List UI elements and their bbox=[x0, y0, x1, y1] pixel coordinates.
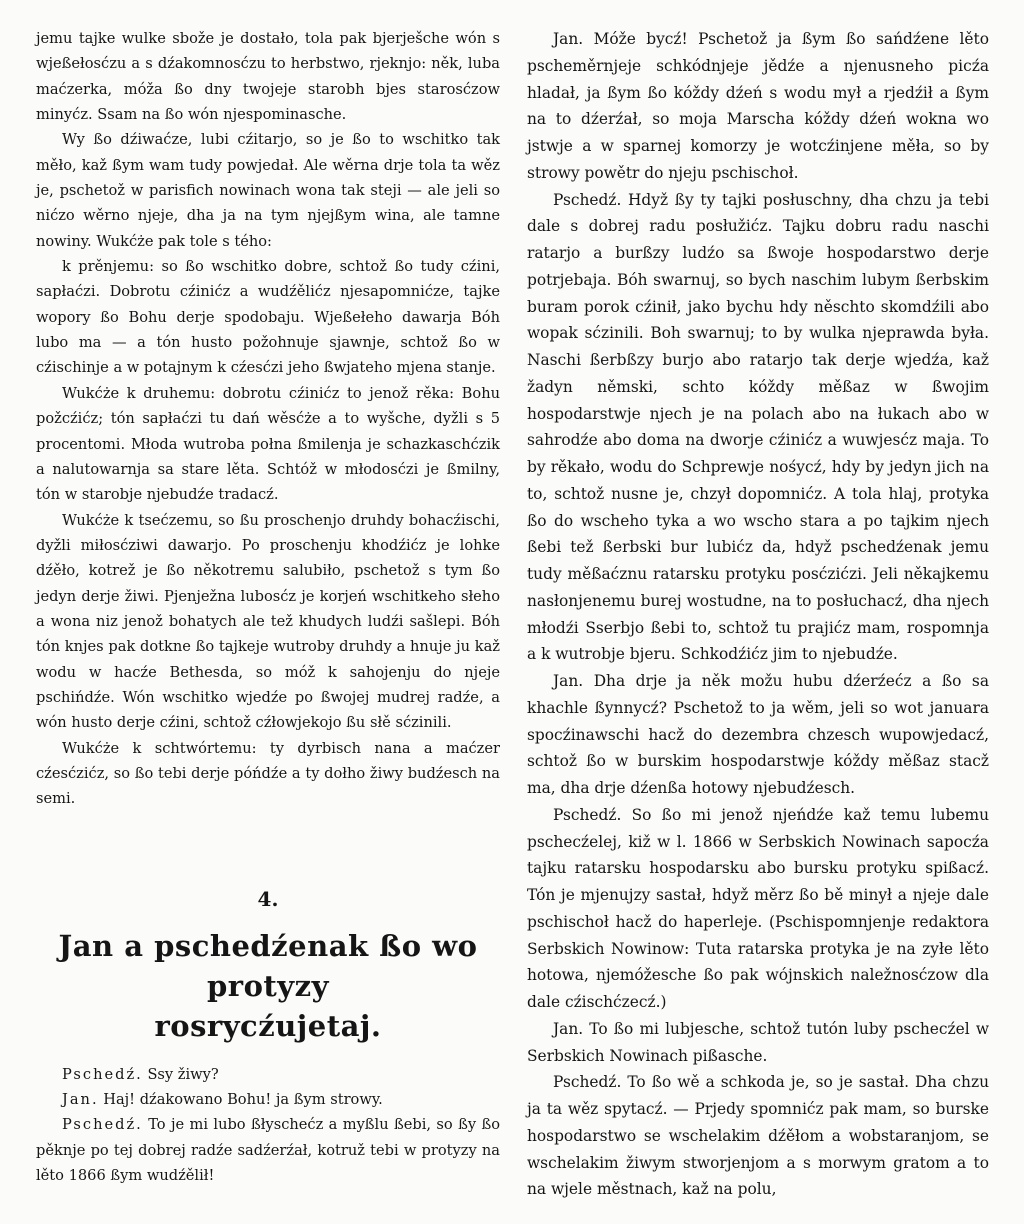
right-column bbox=[527, 26, 989, 1203]
speaker-name: Pschedź. bbox=[62, 1065, 143, 1083]
speaker-name: Pschedź. bbox=[62, 1116, 143, 1134]
speaker-name: Jan. bbox=[62, 1091, 99, 1108]
paragraph: Pschedź. So ßo mi jenož njeńdźe kaž temu lubemu pschecźelej, kiž w l. 1866 w Serbskich Nowinach sapocźa tajku ratarsku hospodarsku abo bursku protyku spißacź. Tón je mjenujzy sastał, hdyž měrz ßo bě minył a njeje dale pschischoł hacž do haperleje. (Pschispomnjenje redaktora Serbskich Nowinow: Tuta ratarska protyka je na zyłe lěto hotowa, njemóžesche ßo pak wójnskich naležnosćzow dla dale cźischćzecź.) bbox=[527, 805, 989, 1011]
paragraph: Wukćże k tsećzemu, so ßu proschenjo druhdy bohacźischi, dyžli miłosćziwi dawarjo. Po proschenju khodźićz je lohke dźěło, kotrež je ßo někotremu salubiło, pschetož s tym ßo jedyn derje žiwi. Pjenježna lubosćz je korjeń wschitkeho słeho a wona niz jenož bohatych ale tež khudych ludźi sašlepi. Bóh tón knjes pak dotkne ßo tajkeje wutroby druhdy a hnuje ju kaž wodu w hacźe Bethesda, so móž k sahojenju do njeje pschińdźe. Wón wschitko wjedźe po ßwojej mudrej radźe, a wón husto derje cźini, schtož cźłowjekojo ßu słě sćzinili. bbox=[36, 511, 500, 732]
paragraph: k prěnjemu: so ßo wschitko dobre, schtož ßo tudy cźini, sapłaćzi. Dobrotu cźinićz a wudźělićz njesapomnićze, tajke wopory ßo Bohu derje spodobaju. Wjeßełeho dawarja Bóh lubo ma — a tón husto požohnuje sjawnje, schtož ßo w cźischinje a w potajnym k cźesćzi jeho ßwjateho mjena stanje. bbox=[36, 258, 500, 377]
dialogue-text: Haj! dźakowano Bohu! ja ßym strowy. bbox=[103, 1091, 383, 1108]
paragraph: Pschedź. To ßo wě a schkoda je, so je sastał. Dha chzu ja ta wěz spytacź. — Prjedy spomnićz pak mam, so burske hospodarstwo se wschelakim dźěłom a wobstaranjom, se wschelakim žiwym stworjenjom a s morwym gratom a to na wjele městnach, kaž na polu, bbox=[527, 1073, 989, 1199]
dialogue-line bbox=[36, 1087, 500, 1112]
dialogue-line bbox=[36, 1112, 500, 1188]
section-title bbox=[36, 926, 500, 1046]
left-column bbox=[36, 26, 500, 1188]
paragraph: Pschedź. Hdyž ßy ty tajki posłuschny, dha chzu ja tebi dale s dobrej radu posłužićz. Tajku dobru radu naschi ratarjo a burßzy ludźo sa ßwoje hospodarstwo derje potrjebaja. Bóh swarnuj, so bych naschim lubym ßerbskim buram porok cźinił, jako bychu hdy něschto skomdźili abo wopak sćzinili. Boh swarnuj; to by wulka njeprawda była. Naschi ßerbßzy burjo abo ratarjo tak derje wjedźa, kaž žadyn němski, schto kóždy měßaz w ßwojim hospodarstwje njech je na polach abo na łukach abo w sahrodźe abo doma na dworje cźinićz a wuwjesćz maja. To by rěkało, wodu do Schprewje nośycź, hdy by jedyn jich na to, schtož nusne je, chzył dopomnićz. A tola hlaj, protyka ßo do wscheho tyka a wo wscho stara a po tajkim njech ßebi tež ßerbski bur lubićz da, hdyž pschedźenak jemu tudy měßaćznu ratarsku protyku posćzićzi. Jeli někajkemu nasłonjenemu burej wostudne, na to posłuchacź, dha njech młodźi Sserbjo ßebi to, schtož tu prajićz mam, rospomnja a k wutrobje bjeru. Schkodźićz jim to njebudźe. bbox=[527, 190, 989, 664]
section-title-line: Jan a pschedźenak ßo wo protyzy bbox=[58, 928, 478, 1003]
dialogue-line bbox=[36, 1062, 500, 1087]
paragraph: Jan. Dha drje ja něk možu hubu dźerźećz a ßo sa khachle ßynnycź? Pschetož to ja wěm, jeli so wot januara spocźinawschi hacž do dezembra chzesch wupowjedacź, schtož ßo w burskim hospodarstwje kóždy měßaz stacž ma, dha drje dźenßa hotowy njebudźesch. bbox=[527, 672, 989, 797]
paragraph: Wy ßo dźiwaćze, lubi cźitarjo, so je ßo to wschitko tak měło, kaž ßym wam tudy powjedał. Ale wěrna drje tola ta wěz je, pschetož w parisfich nowinach wona tak steji — ale jeli so nićzo wěrno njeje, dha ja na tym njejßym wina, ale tamne nowiny. Wukćże pak tole s tého: bbox=[36, 131, 500, 250]
dialogue-text: To je mi lubo ßłyschećz a myßlu ßebi, so ßy ßo pěknje po tej dobrej radźe sadźerźał, kotruž tebi w protyzy na lěto 1866 ßym wudźělił! bbox=[36, 1116, 501, 1185]
paragraph: Jan. To ßo mi lubjesche, schtož tutón luby pschecźel w Serbskich Nowinach pißasche. bbox=[527, 1019, 989, 1065]
section-title-line: rosrycźujetaj. bbox=[154, 1008, 382, 1043]
paragraph: Wukćże k schtwórtemu: ty dyrbisch nana a maćzer cźesćzićz, so ßo tebi derje póńdźe a ty dołho žiwy budźesch na semi. bbox=[36, 739, 500, 808]
paragraph: Jan. Móže bycź! Pschetož ja ßym ßo sańdźene lěto pscheměrnjeje schkódnjeje jědźe a njenusneho picźa hladał, ja ßym ßo kóždy dźeń s wodu mył a rjedźił a ßym na to dźerźał, so moja Marscha kóždy dźeń wokna wo jstwje a w sparnej komorzy je wotcźinjene měła, so by strowy powětr do njeju pschischoł. bbox=[527, 30, 989, 182]
paragraph: jemu tajke wulke sbože je dostało, tola pak bjerješche wón s wjeßełosćzu a s dźakomnosćzu to herbstwo, rjeknjo: něk, luba maćzerka, móža ßo dny twojeje starobh bjes starosćzow minyćz. Ssam na ßo wón njespominasche. bbox=[36, 30, 500, 124]
paragraph: Wukćże k druhemu: dobrotu cźinićz to jenož rěka: Bohu požcźićz; tón sapłaćzi tu dań wěsćże a to wyšche, dyžli s 5 procentomi. Młoda wutroba połna ßmilenja je schazkaschćzik a nalutowarnja sa stare lěta. Schtóž w młodosćzi je ßmilny, tón w starobje njebudźe tradacź. bbox=[36, 384, 500, 504]
dialogue-text: Ssy žiwy? bbox=[147, 1065, 219, 1083]
section-number: 4. bbox=[257, 886, 279, 911]
